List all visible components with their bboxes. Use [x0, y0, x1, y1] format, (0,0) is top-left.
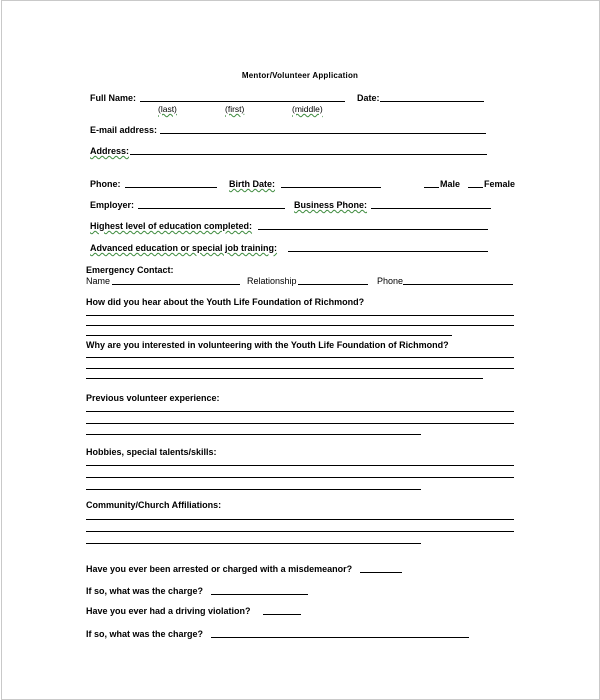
business-phone-label: Business Phone:: [294, 200, 368, 210]
answer-line[interactable]: [86, 531, 514, 532]
last-name-hint: (last): [158, 104, 177, 114]
charge-1-field[interactable]: [211, 594, 308, 595]
answer-line[interactable]: [86, 477, 514, 478]
email-field[interactable]: [160, 133, 486, 134]
advanced-education-label: Advanced education or special job training:: [90, 243, 278, 253]
middle-name-hint: (middle): [292, 104, 323, 114]
charge-2-field[interactable]: [211, 637, 469, 638]
date-field[interactable]: [380, 101, 484, 102]
advanced-education-field[interactable]: [288, 251, 488, 252]
birth-date-field[interactable]: [281, 187, 381, 188]
ec-phone-label: Phone: [377, 276, 404, 286]
ec-name-label: Name: [86, 276, 111, 286]
question-charge-2: If so, what was the charge?: [86, 629, 204, 639]
question-charge-1: If so, what was the charge?: [86, 586, 204, 596]
address-label: Address:: [90, 146, 130, 156]
phone-field[interactable]: [125, 187, 217, 188]
female-label: Female: [484, 179, 516, 189]
arrested-field[interactable]: [360, 572, 402, 573]
business-phone-field[interactable]: [371, 208, 491, 209]
answer-line[interactable]: [86, 543, 421, 544]
ec-relationship-label: Relationship: [247, 276, 297, 286]
male-label: Male: [440, 179, 461, 189]
form-title: Mentor/Volunteer Application: [241, 71, 359, 80]
answer-line[interactable]: [86, 423, 514, 424]
ec-relationship-field[interactable]: [298, 284, 368, 285]
first-name-hint: (first): [225, 104, 245, 114]
employer-field[interactable]: [138, 208, 285, 209]
employer-label: Employer:: [90, 200, 135, 210]
phone-label: Phone:: [90, 179, 121, 189]
ec-phone-field[interactable]: [403, 284, 513, 285]
answer-line[interactable]: [86, 434, 421, 435]
answer-line[interactable]: [86, 519, 514, 520]
education-label: Highest level of education completed:: [90, 221, 253, 231]
ec-name-field[interactable]: [112, 284, 240, 285]
emergency-contact-label: Emergency Contact:: [86, 265, 174, 275]
male-checkbox[interactable]: [424, 187, 439, 188]
answer-line[interactable]: [86, 465, 514, 466]
question-hobbies: Hobbies, special talents/skills:: [86, 447, 217, 457]
email-label: E-mail address:: [90, 125, 158, 135]
answer-line[interactable]: [86, 378, 483, 379]
question-hear-about: How did you hear about the Youth Life Foundation of Richmond?: [86, 297, 365, 307]
female-checkbox[interactable]: [468, 187, 483, 188]
question-why-interested: Why are you interested in volunteering with the Youth Life Foundation of Richmond?: [86, 340, 449, 350]
full-name-field[interactable]: [140, 101, 345, 102]
answer-line[interactable]: [86, 325, 514, 326]
answer-line[interactable]: [86, 368, 514, 369]
answer-line[interactable]: [86, 411, 514, 412]
education-field[interactable]: [258, 229, 488, 230]
driving-violation-field[interactable]: [263, 614, 301, 615]
answer-line[interactable]: [86, 335, 452, 336]
full-name-label: Full Name:: [90, 93, 137, 103]
answer-line[interactable]: [86, 357, 514, 358]
birth-date-label: Birth Date:: [229, 179, 276, 189]
date-label: Date:: [357, 93, 380, 103]
question-community: Community/Church Affiliations:: [86, 500, 222, 510]
question-arrested: Have you ever been arrested or charged with a misdemeanor?: [86, 564, 353, 574]
address-field[interactable]: [130, 154, 487, 155]
answer-line[interactable]: [86, 489, 421, 490]
question-driving-violation: Have you ever had a driving violation?: [86, 606, 251, 616]
answer-line[interactable]: [86, 315, 514, 316]
question-previous-experience: Previous volunteer experience:: [86, 393, 220, 403]
